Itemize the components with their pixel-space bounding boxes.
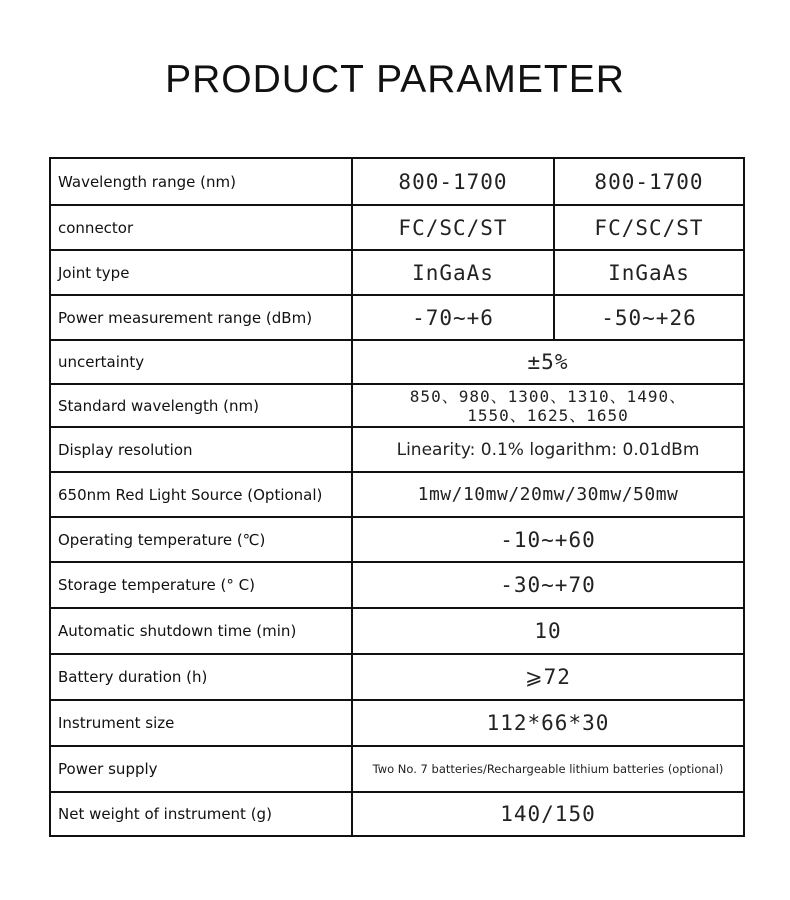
- row-value: -10~+60: [352, 517, 744, 562]
- row-label: Power supply: [50, 746, 352, 792]
- table-row: [50, 517, 744, 562]
- row-label: Wavelength range (nm): [50, 158, 352, 205]
- row-label: Operating temperature (℃): [50, 517, 352, 562]
- row-value: [352, 384, 744, 427]
- row-value-model-1: 800-1700: [352, 158, 554, 205]
- row-label: Instrument size: [50, 700, 352, 746]
- row-label: Net weight of instrument (g): [50, 792, 352, 836]
- table-row: [50, 340, 744, 384]
- row-value: Two No. 7 batteries/Rechargeable lithium batteries (optional): [352, 746, 744, 792]
- table-row: [50, 384, 744, 427]
- row-label: connector: [50, 205, 352, 250]
- row-value-model-1: FC/SC/ST: [352, 205, 554, 250]
- row-value: 112*66*30: [352, 700, 744, 746]
- row-value-model-2: FC/SC/ST: [554, 205, 744, 250]
- row-value: ±5%: [352, 340, 744, 384]
- table-row: [50, 205, 744, 250]
- row-value: -30~+70: [352, 562, 744, 608]
- row-value-model-2: 800-1700: [554, 158, 744, 205]
- row-label: Automatic shutdown time (min): [50, 608, 352, 654]
- row-value: 10: [352, 608, 744, 654]
- row-label: Power measurement range (dBm): [50, 295, 352, 340]
- table-row: [50, 295, 744, 340]
- row-value-model-2: InGaAs: [554, 250, 744, 295]
- product-parameter-table: [49, 157, 745, 837]
- table-row: [50, 654, 744, 700]
- row-label: uncertainty: [50, 340, 352, 384]
- table-row: [50, 158, 744, 205]
- table-row: [50, 562, 744, 608]
- row-label: Joint type: [50, 250, 352, 295]
- value-line: 1550、1625、1650: [467, 405, 629, 425]
- table-row: [50, 250, 744, 295]
- row-value-model-1: -70~+6: [352, 295, 554, 340]
- table-row: [50, 608, 744, 654]
- row-label: Display resolution: [50, 427, 352, 472]
- row-value: ⩾72: [352, 654, 744, 700]
- table-row: [50, 792, 744, 836]
- table-row: [50, 427, 744, 472]
- row-label: Battery duration (h): [50, 654, 352, 700]
- table-row: [50, 746, 744, 792]
- row-value-model-1: InGaAs: [352, 250, 554, 295]
- row-value-model-2: -50~+26: [554, 295, 744, 340]
- row-value: Linearity: 0.1% logarithm: 0.01dBm: [352, 427, 744, 472]
- row-label: Storage temperature (° C): [50, 562, 352, 608]
- row-value: 140/150: [352, 792, 744, 836]
- table-row: [50, 700, 744, 746]
- table-row: [50, 472, 744, 517]
- row-value: 1mw/10mw/20mw/30mw/50mw: [352, 472, 744, 517]
- value-line: 850、980、1300、1310、1490、: [409, 386, 687, 406]
- row-label: 650nm Red Light Source (Optional): [50, 472, 352, 517]
- page-title: PRODUCT PARAMETER: [165, 58, 625, 101]
- row-label: Standard wavelength (nm): [50, 384, 352, 427]
